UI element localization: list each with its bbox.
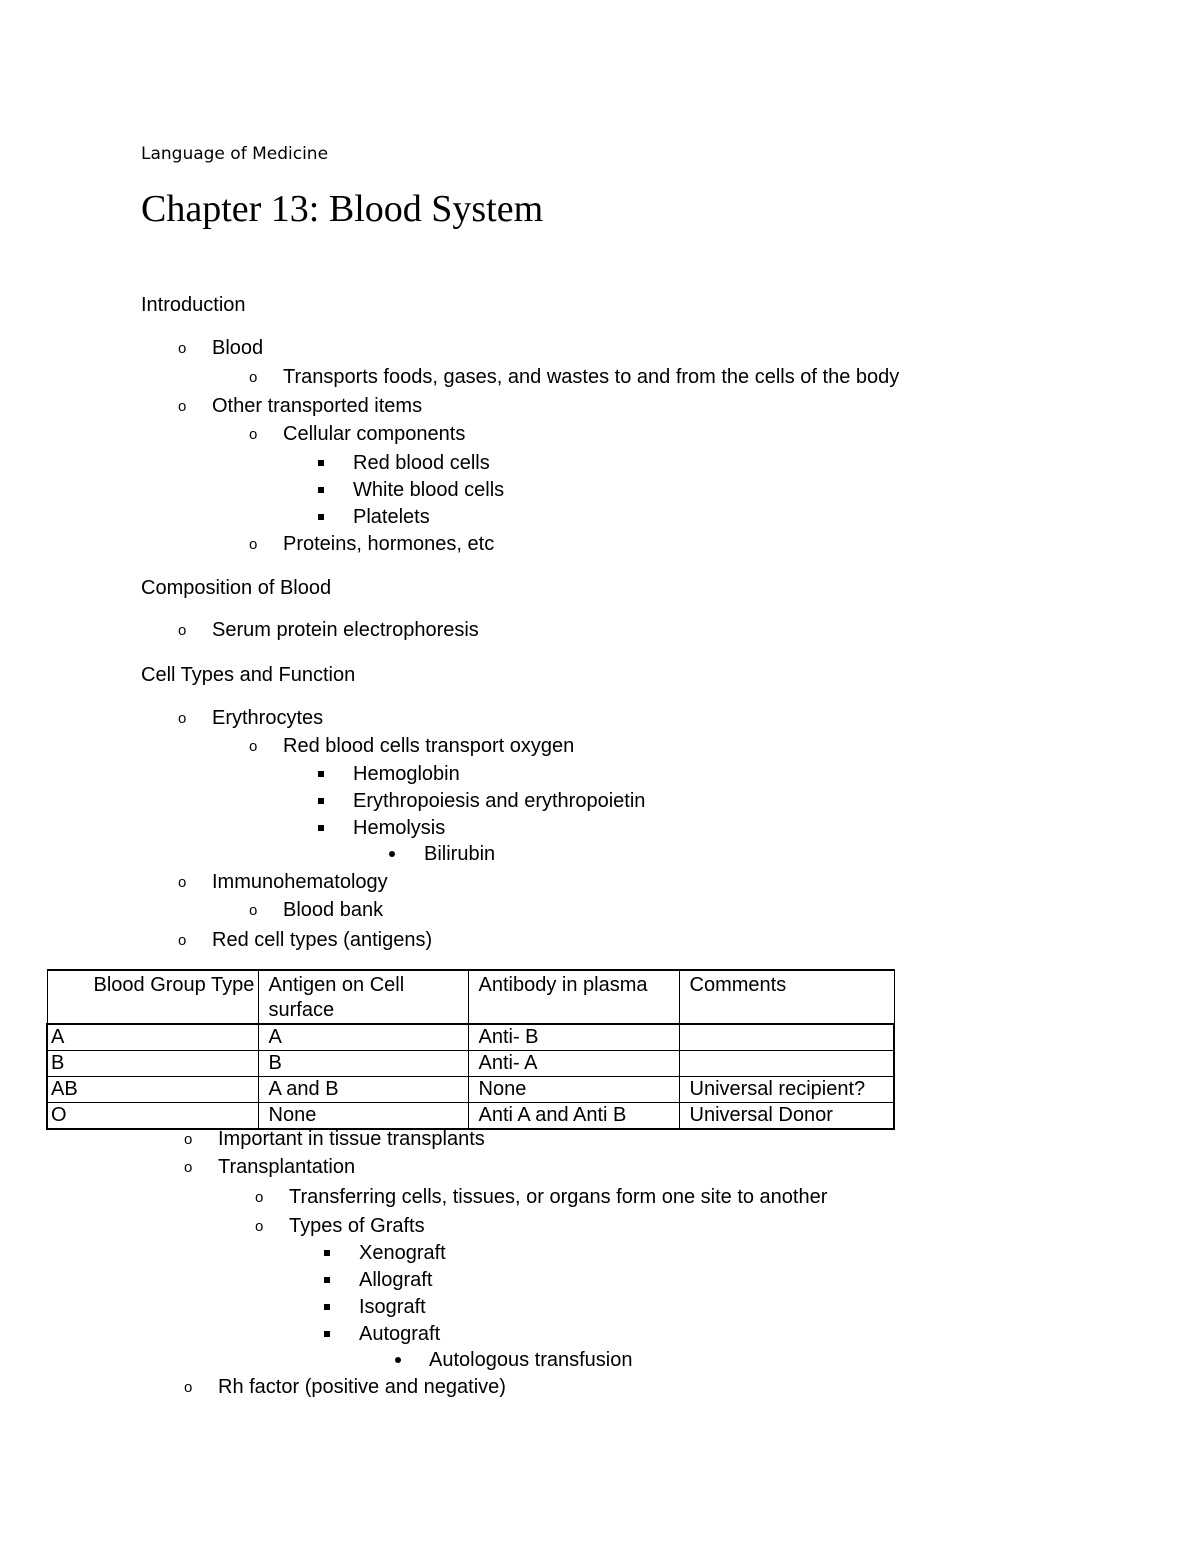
page-title: Chapter 13: Blood System [141,188,544,230]
list-item: Bilirubin [424,843,496,865]
list-item: Red blood cells [353,452,490,474]
bullet-o-marker: o [178,932,187,949]
table-header-row [47,970,894,1024]
table-cell: Anti- B [468,1024,679,1051]
section-heading-composition: Composition of Blood [141,577,332,599]
list-item: Xenograft [359,1242,446,1264]
list-item: Proteins, hormones, etc [283,533,495,555]
table-header-cell: Blood Group Type [47,970,258,1024]
bullet-o-marker: o [178,398,187,415]
round-bullet-icon [389,851,395,857]
round-bullet-icon [395,1357,401,1363]
table-row [47,1103,894,1130]
table-cell: B [258,1051,468,1077]
square-bullet-icon [318,487,324,493]
bullet-o-marker: o [255,1218,264,1235]
list-item: Blood bank [283,899,384,921]
blood-group-table [46,969,895,1130]
table-cell: Universal Donor [679,1103,894,1130]
list-item: Cellular components [283,423,466,445]
bullet-o-marker: o [178,710,187,727]
square-bullet-icon [318,514,324,520]
table-cell: AB [47,1077,258,1103]
list-item: Serum protein electrophoresis [212,619,479,641]
list-item: Autologous transfusion [429,1349,633,1371]
list-item: Rh factor (positive and negative) [218,1376,506,1398]
table-cell: A [47,1024,258,1051]
table-cell: None [258,1103,468,1130]
table-cell: A [258,1024,468,1051]
list-item: White blood cells [353,479,505,501]
section-heading-introduction: Introduction [141,294,246,316]
table-cell [679,1051,894,1077]
list-item: Allograft [359,1269,433,1291]
list-item: Platelets [353,506,430,528]
square-bullet-icon [318,798,324,804]
section-heading-cell-types: Cell Types and Function [141,664,356,686]
list-item: Red cell types (antigens) [212,929,433,951]
list-item: Other transported items [212,395,423,417]
bullet-o-marker: o [249,536,258,553]
list-item: Autograft [359,1323,441,1345]
table-cell: O [47,1103,258,1130]
square-bullet-icon [318,771,324,777]
table-cell: Anti- A [468,1051,679,1077]
table-header-cell: Comments [679,970,894,1024]
course-name: Language of Medicine [141,144,329,164]
list-item: Important in tissue transplants [218,1128,485,1150]
bullet-o-marker: o [184,1159,193,1176]
bullet-o-marker: o [184,1131,193,1148]
list-item: Hemoglobin [353,763,460,785]
list-item: Erythrocytes [212,707,324,729]
table-cell: None [468,1077,679,1103]
bullet-o-marker: o [249,369,258,386]
list-item: Erythropoiesis and erythropoietin [353,790,646,812]
bullet-o-marker: o [184,1379,193,1396]
bullet-o-marker: o [249,426,258,443]
bullet-o-marker: o [178,622,187,639]
list-item: Transplantation [218,1156,356,1178]
list-item: Hemolysis [353,817,446,839]
list-item: Red blood cells transport oxygen [283,735,575,757]
list-item: Immunohematology [212,871,388,893]
table-cell: B [47,1051,258,1077]
list-item: Transports foods, gases, and wastes to and from the cells of the body [283,366,900,388]
table-row [47,1024,894,1051]
square-bullet-icon [324,1277,330,1283]
square-bullet-icon [324,1331,330,1337]
square-bullet-icon [318,460,324,466]
table-header-cell: Antibody in plasma [468,970,679,1024]
bullet-o-marker: o [255,1189,264,1206]
table-row [47,1051,894,1077]
square-bullet-icon [324,1250,330,1256]
table-cell [679,1024,894,1051]
bullet-o-marker: o [249,738,258,755]
table-cell: Anti A and Anti B [468,1103,679,1130]
list-item: Types of Grafts [289,1215,425,1237]
table-header-cell: Antigen on Cell surface [258,970,468,1024]
bullet-o-marker: o [178,874,187,891]
square-bullet-icon [318,825,324,831]
table-row [47,1077,894,1103]
list-item: Isograft [359,1296,426,1318]
bullet-o-marker: o [249,902,258,919]
square-bullet-icon [324,1304,330,1310]
table-cell: A and B [258,1077,468,1103]
list-item: Blood [212,337,264,359]
table-cell: Universal recipient? [679,1077,894,1103]
list-item: Transferring cells, tissues, or organs form one site to another [289,1186,828,1208]
bullet-o-marker: o [178,340,187,357]
